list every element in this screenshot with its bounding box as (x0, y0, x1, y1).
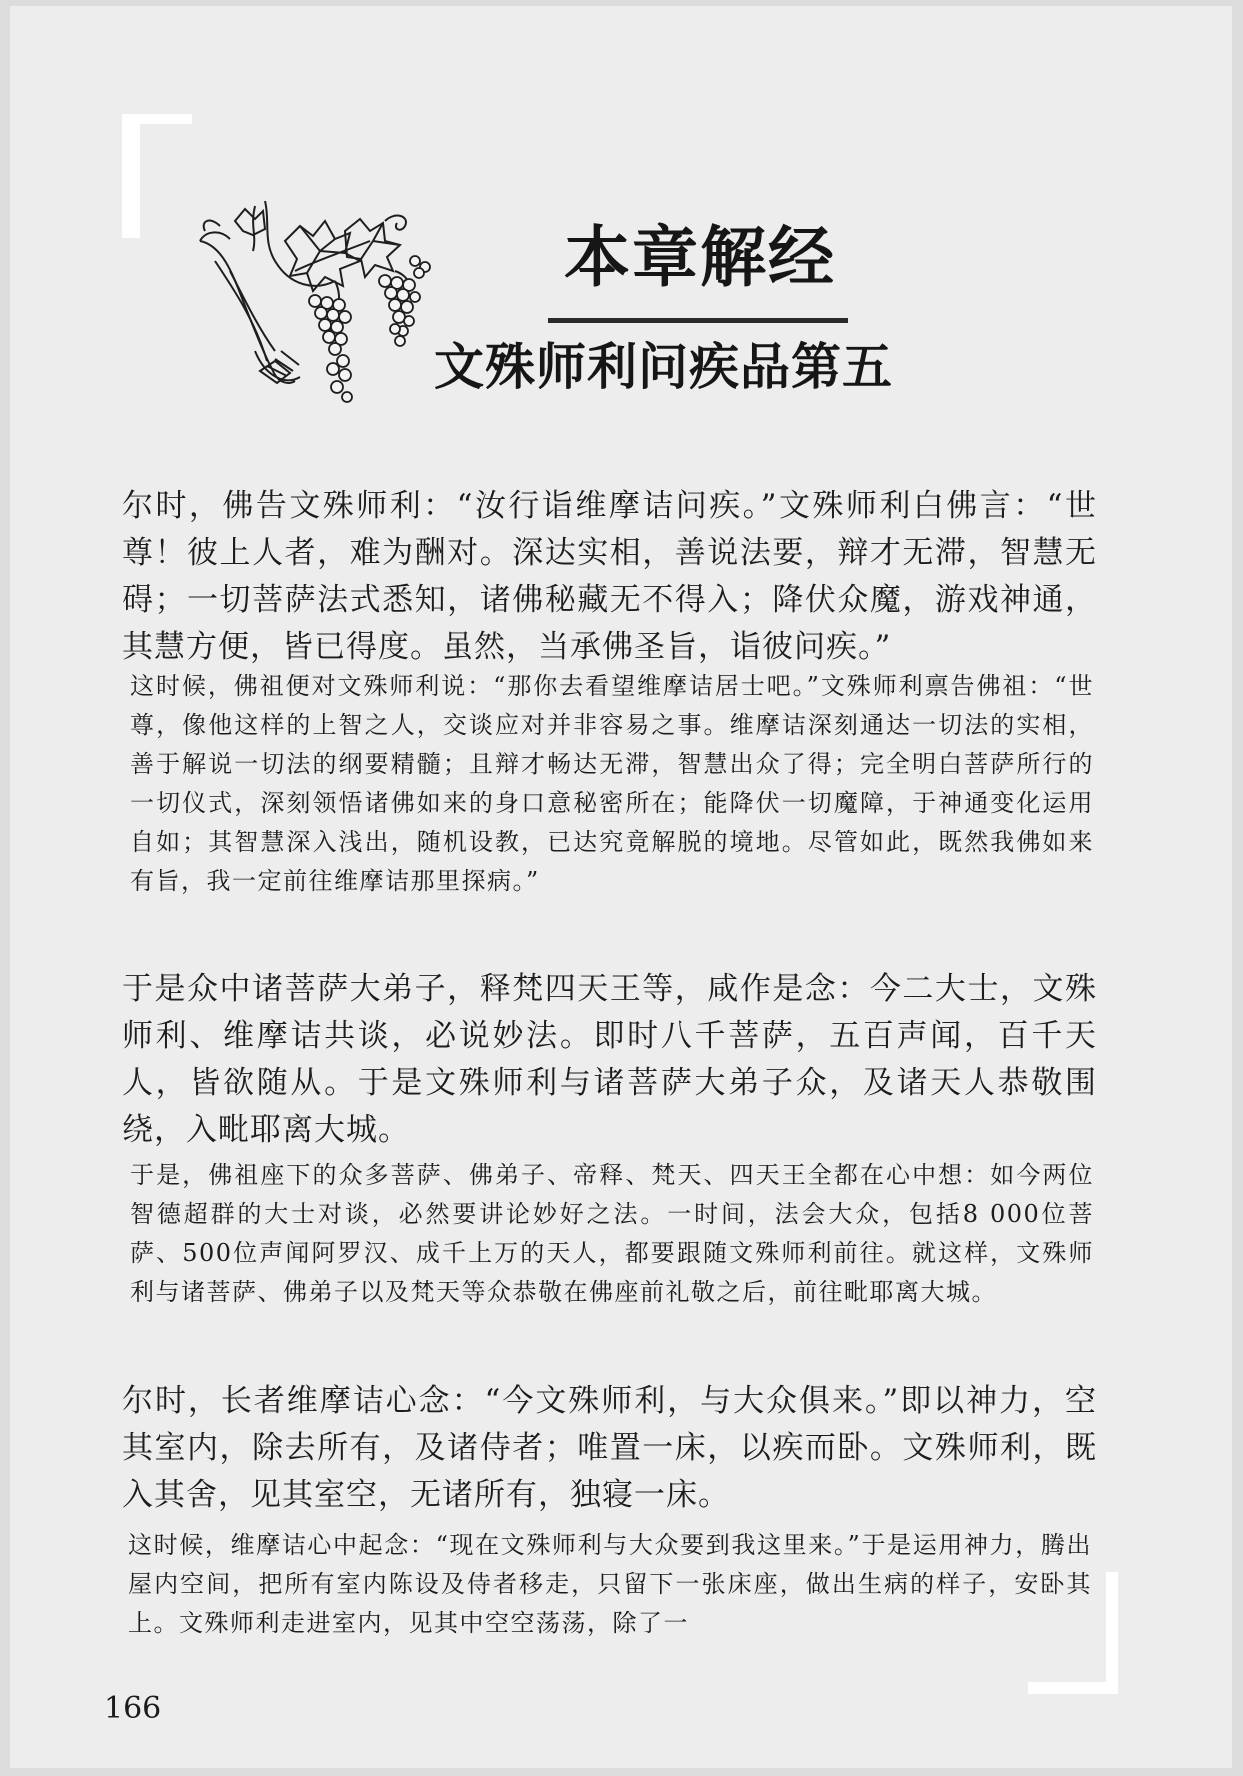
corner-mark-top-left (122, 114, 192, 238)
chapter-subtitle: 文殊师利问疾品第五 (434, 338, 893, 396)
translation-paragraph-3: 这时候，维摩诘心中起念：“现在文殊师利与大众要到我这里来。”于是运用神力，腾出屋内空间，把所有室内陈设及侍者移走，只留下一张床座，做出生病的样子，安卧其上。文殊师利走进室内，见其中空空荡荡，除了一 (128, 1531, 1092, 1637)
grape-vine-basket-illustration-icon (195, 201, 435, 411)
chapter-heading: 本章解经 (564, 219, 836, 296)
book-page (10, 6, 1232, 1768)
sutra-paragraph-3: 尔时，长者维摩诘心念：“今文殊师利，与大众俱来。”即以神力，空其室内，除去所有，及诸侍者；唯置一床，以疾而卧。文殊师利，既入其舍，见其室空，无诸所有，独寝一床。 (122, 1383, 1097, 1513)
translation-paragraph-2: 于是，佛祖座下的众多菩萨、佛弟子、帝释、梵天、四天王全都在心中想：如今两位智德超群的大士对谈，必然要讲论妙好之法。一时间，法会大众，包括8 000位菩萨、500位声闻阿罗汉、成千上万的天人，都要跟随文殊师利前往。就这样，文殊师利与诸菩萨、佛弟子以及梵天等众恭敬在佛座前礼敬之后，前往毗耶离大城。 (130, 1161, 1094, 1306)
page-number: 166 (104, 1691, 162, 1726)
translation-paragraph-1: 这时候，佛祖便对文殊师利说：“那你去看望维摩诘居士吧。”文殊师利禀告佛祖：“世尊，像他这样的上智之人，交谈应对并非容易之事。维摩诘深刻通达一切法的实相，善于解说一切法的纲要精髓；且辩才畅达无滞，智慧出众了得；完全明白菩萨所行的一切仪式，深刻领悟诸佛如来的身口意秘密所在；能降伏一切魔障，于神通变化运用自如；其智慧深入浅出，随机设教，已达究竟解脱的境地。尽管如此，既然我佛如来有旨，我一定前往维摩诘那里探病。” (130, 672, 1094, 895)
sutra-paragraph-2: 于是众中诸菩萨大弟子，释梵四天王等，咸作是念：今二大士，文殊师利、维摩诘共谈，必说妙法。即时八千菩萨，五百声闻，百千天人，皆欲随从。于是文殊师利与诸菩萨大弟子众，及诸天人恭敬围绕，入毗耶离大城。 (122, 971, 1097, 1148)
sutra-paragraph-1: 尔时，佛告文殊师利：“汝行诣维摩诘问疾。”文殊师利白佛言：“世尊！彼上人者，难为酬对。深达实相，善说法要，辩才无滞，智慧无碍；一切菩萨法式悉知，诸佛秘藏无不得入；降伏众魔，游戏神通，其慧方便，皆已得度。虽然，当承佛圣旨，诣彼问疾。” (122, 488, 1097, 665)
heading-divider (548, 318, 848, 323)
